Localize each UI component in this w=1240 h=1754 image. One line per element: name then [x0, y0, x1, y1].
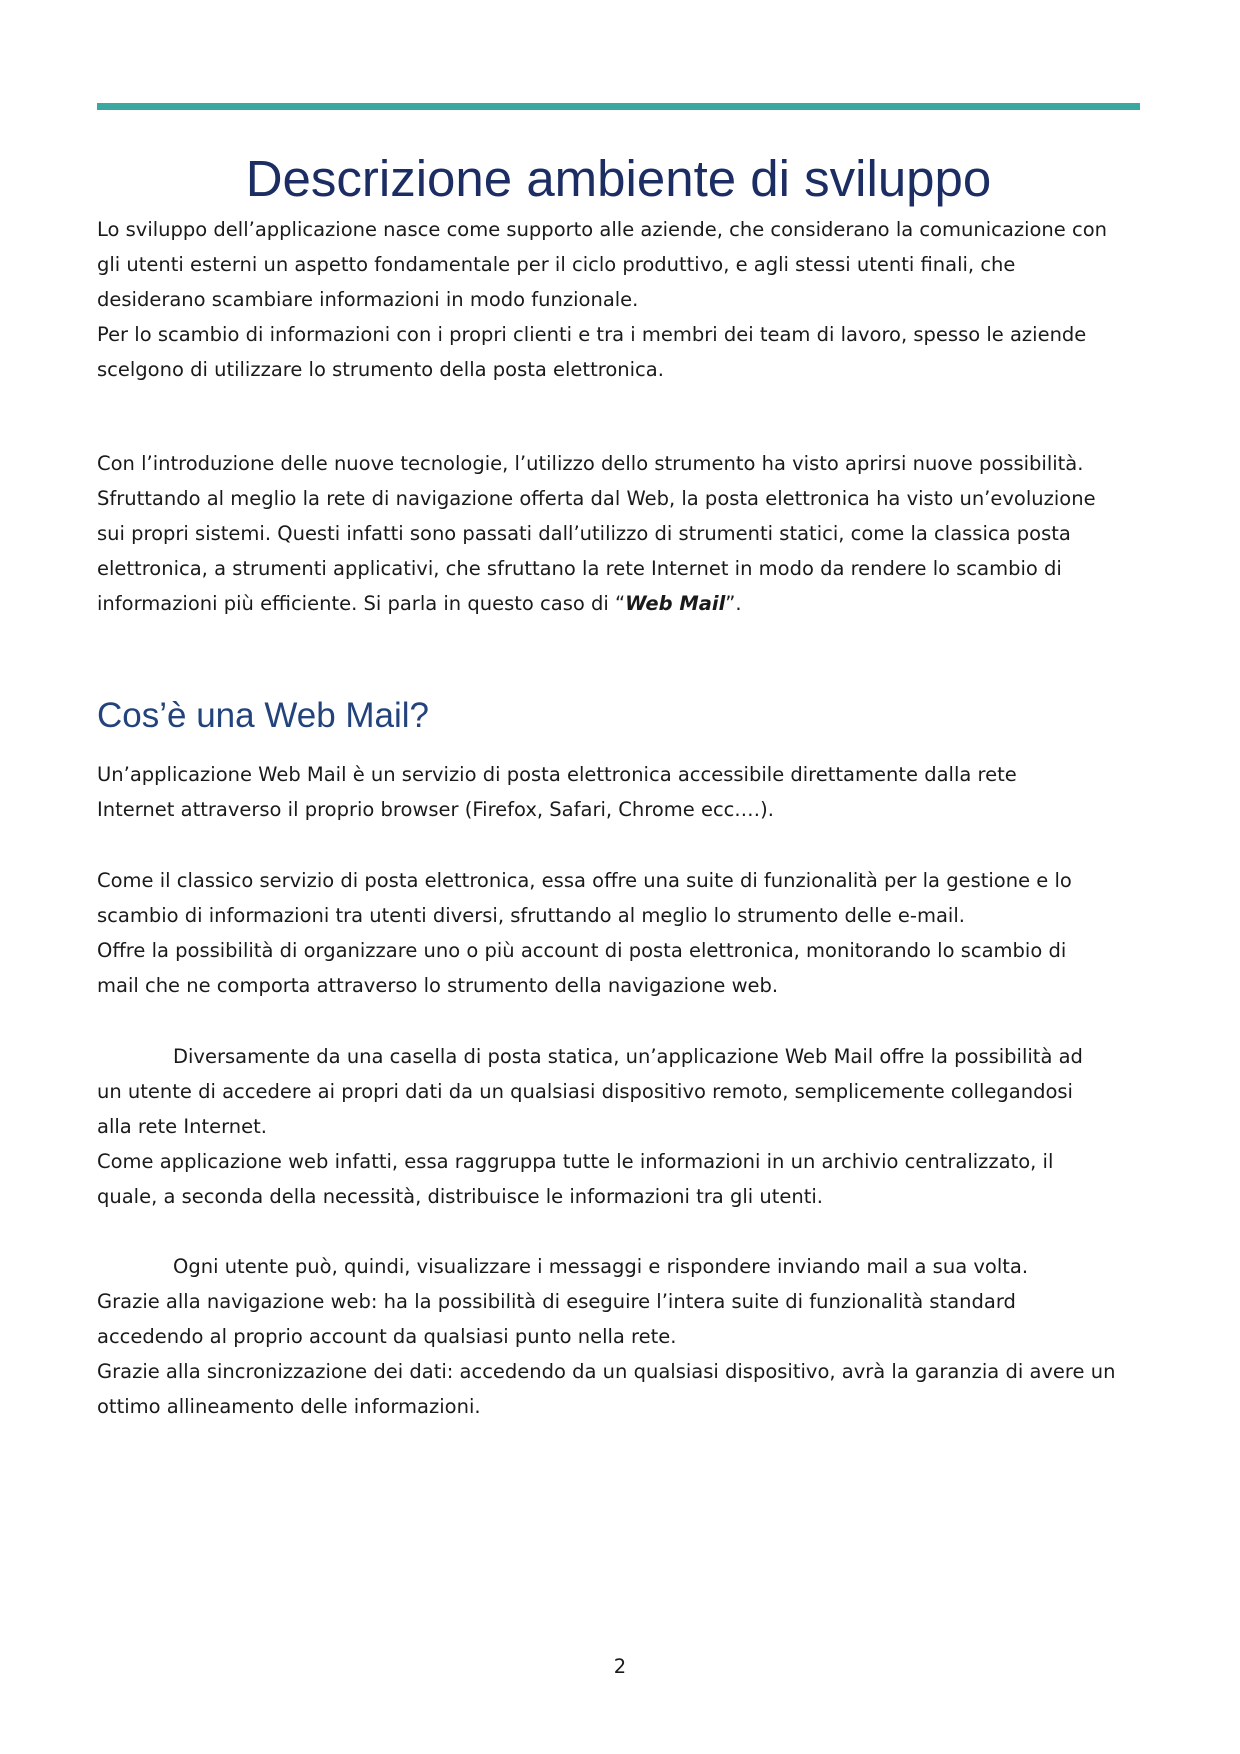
intro-paragraph-1: [97, 212, 1147, 387]
text-line: scambio di informazioni tra utenti diversi, sfruttando al meglio lo strumento delle e-mail.: [97, 904, 965, 927]
text-line: accedendo al proprio account da qualsiasi punto nella rete.: [97, 1325, 677, 1348]
text-line: Internet attraverso il proprio browser (Firefox, Safari, Chrome ecc.…).: [97, 798, 774, 821]
intro-paragraph-2: [97, 446, 1147, 621]
section-paragraph-2: [97, 863, 1147, 1003]
text-segment: informazioni più efficiente. Si parla in questo caso di “: [97, 592, 626, 615]
section-heading: Cos’è una Web Mail?: [97, 696, 430, 735]
text-line: un utente di accedere ai propri dati da un qualsiasi dispositivo remoto, semplicemente collegandosi: [97, 1080, 1073, 1103]
text-line: Come applicazione web infatti, essa raggruppa tutte le informazioni in un archivio centralizzato, il: [97, 1150, 1054, 1173]
text-line: sui propri sistemi. Questi infatti sono passati dall’utilizzo di strumenti statici, come la classica posta: [97, 522, 1071, 545]
page-number: 2: [613, 1655, 627, 1678]
text-segment: ”.: [725, 592, 742, 615]
text-line: Ogni utente può, quindi, visualizzare i messaggi e rispondere inviando mail a sua volta.: [173, 1255, 1029, 1278]
text-line: [97, 586, 1147, 621]
text-line: scelgono di utilizzare lo strumento della posta elettronica.: [97, 358, 664, 381]
text-line: alla rete Internet.: [97, 1115, 267, 1138]
text-line: Lo sviluppo dell’applicazione nasce come supporto alle aziende, che considerano la comunicazione con: [97, 218, 1107, 241]
text-line: Grazie alla navigazione web: ha la possibilità di eseguire l’intera suite di funzionalità standard: [97, 1290, 1016, 1313]
text-line: gli utenti esterni un aspetto fondamentale per il ciclo produttivo, e agli stessi utenti finali, che: [97, 253, 1016, 276]
text-line: Come il classico servizio di posta elettronica, essa offre una suite di funzionalità per la gestione e lo: [97, 869, 1072, 892]
text-line: quale, a seconda della necessità, distribuisce le informazioni tra gli utenti.: [97, 1185, 823, 1208]
text-line: Un’applicazione Web Mail è un servizio di posta elettronica accessibile direttamente dalla rete: [97, 763, 1017, 786]
header-rule: [97, 103, 1140, 110]
text-line: Per lo scambio di informazioni con i propri clienti e tra i membri dei team di lavoro, spesso le aziende: [97, 323, 1087, 346]
text-line: Offre la possibilità di organizzare uno o più account di posta elettronica, monitorando lo scambio di: [97, 939, 1067, 962]
text-line: desiderano scambiare informazioni in modo funzionale.: [97, 288, 639, 311]
page-title: Descrizione ambiente di sviluppo: [245, 150, 992, 207]
web-mail-emphasis: Web Mail: [625, 592, 726, 615]
text-line: mail che ne comporta attraverso lo strumento della navigazione web.: [97, 974, 779, 997]
text-line: elettronica, a strumenti applicativi, che sfruttano la rete Internet in modo da rendere lo scambio di: [97, 557, 1062, 580]
text-line: ottimo allineamento delle informazioni.: [97, 1395, 481, 1418]
section-paragraph-1: [97, 757, 1147, 827]
text-line: Sfruttando al meglio la rete di navigazione offerta dal Web, la posta elettronica ha visto un’evoluzione: [97, 487, 1096, 510]
section-paragraph-4: [97, 1249, 1147, 1424]
text-line: Diversamente da una casella di posta statica, un’applicazione Web Mail offre la possibilità ad: [173, 1045, 1083, 1068]
text-line: Grazie alla sincronizzazione dei dati: accedendo da un qualsiasi dispositivo, avrà la garanzia di avere un: [97, 1360, 1116, 1383]
text-line: Con l’introduzione delle nuove tecnologie, l’utilizzo dello strumento ha visto aprirsi nuove possibilità.: [97, 452, 1084, 475]
section-paragraph-3: [97, 1039, 1147, 1214]
